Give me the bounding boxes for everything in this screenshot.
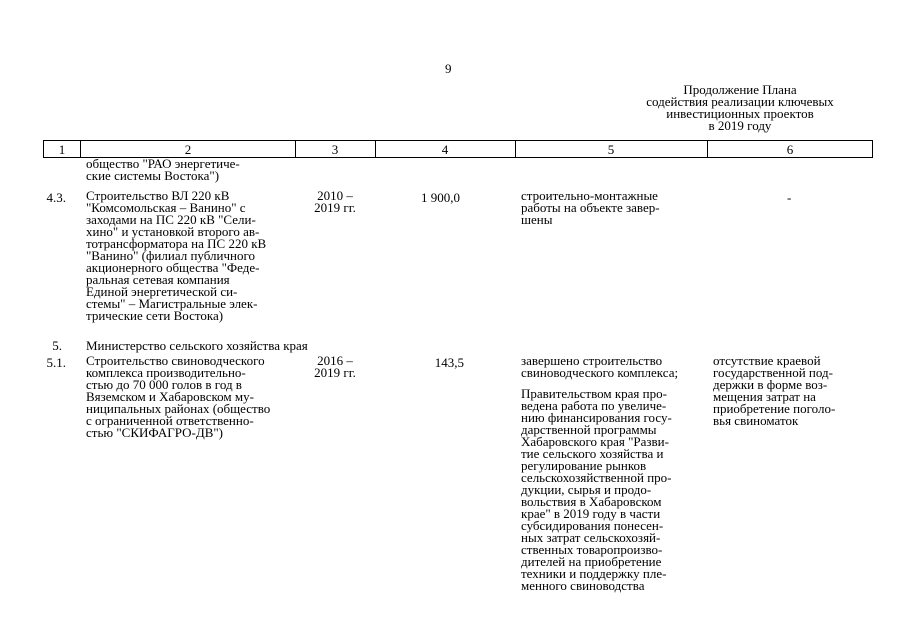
header-line-1: Продолжение Плана [683, 82, 797, 97]
continued-project-name: общество "РАО энергетиче- ские системы Востока") [86, 156, 240, 183]
table-top-border [43, 140, 873, 141]
row-number: 4.3. [46, 190, 66, 205]
column-header-5: 5 [607, 142, 615, 157]
header-line-3: инвестиционных проектов [666, 106, 814, 121]
project-amount: 1 900,0 [421, 190, 460, 205]
project-status-details: Правительством края про- ведена работа по увеличе- нию финансирования госу- дарственной программы Хабаровского края "Разви- тие сельского хозяйства и регулирование рынков сельскохозяйственной про- дукции, сырья и продо- вольствия в Хабаровском крае" в 2019 году в части субсидирования понесен- ных затрат сельскохозяй- ственных товаропроизво- дителей на приобретение техники и поддержку пле- менного свиноводства [521, 386, 672, 593]
project-amount: 143,5 [434, 355, 464, 370]
column-header-6: 6 [786, 142, 794, 157]
project-status-summary: завершено строительство свиноводческого комплекса; [521, 353, 679, 380]
project-name: Строительство свиноводческого комплекса производительно- стью до 70 000 голов в год в Вяземском и Хабаровском му- ниципальных районах (общество с ограниченной ответственно- стью "СКИФАГРО-ДВ") [86, 353, 271, 440]
section-title: Министерство сельского хозяйства края [86, 338, 308, 353]
header-line-4: в 2019 году [708, 118, 772, 133]
document-header [640, 84, 840, 132]
column-header-3: 3 [331, 142, 339, 157]
column-header-4: 4 [441, 142, 449, 157]
column-header-1: 1 [58, 142, 66, 157]
section-number: 5. [52, 338, 62, 353]
project-name: Строительство ВЛ 220 кВ "Комсомольская – Ванино" с заходами на ПС 220 кВ "Сели- хино" и установкой второго ав- тотрансформатора на ПС 220 кВ "Ванино" (филиал публичного акционерного общества "Феде- ральная сетевая компания Единой энергетической си- стемы" – Магистральные элек- трические сети Востока) [86, 188, 267, 323]
col-divider-6 [872, 140, 873, 158]
project-issues: отсутствие краевой государственной под- держки в форме воз- мещения затрат на приобретение поголо- вья свиноматок [713, 353, 836, 428]
project-period: 2010 – 2019 гг. [314, 188, 356, 215]
project-issues: - [787, 190, 792, 205]
column-header-2: 2 [184, 142, 192, 157]
row-number: 5.1. [46, 355, 66, 370]
page-number: 9 [445, 61, 452, 76]
col-divider-4 [515, 140, 516, 158]
col-divider-5 [707, 140, 708, 158]
header-line-2: содействия реализации ключевых [646, 94, 834, 109]
project-status: строительно-монтажные работы на объекте завер- шены [521, 188, 660, 227]
project-period: 2016 – 2019 гг. [314, 353, 356, 380]
